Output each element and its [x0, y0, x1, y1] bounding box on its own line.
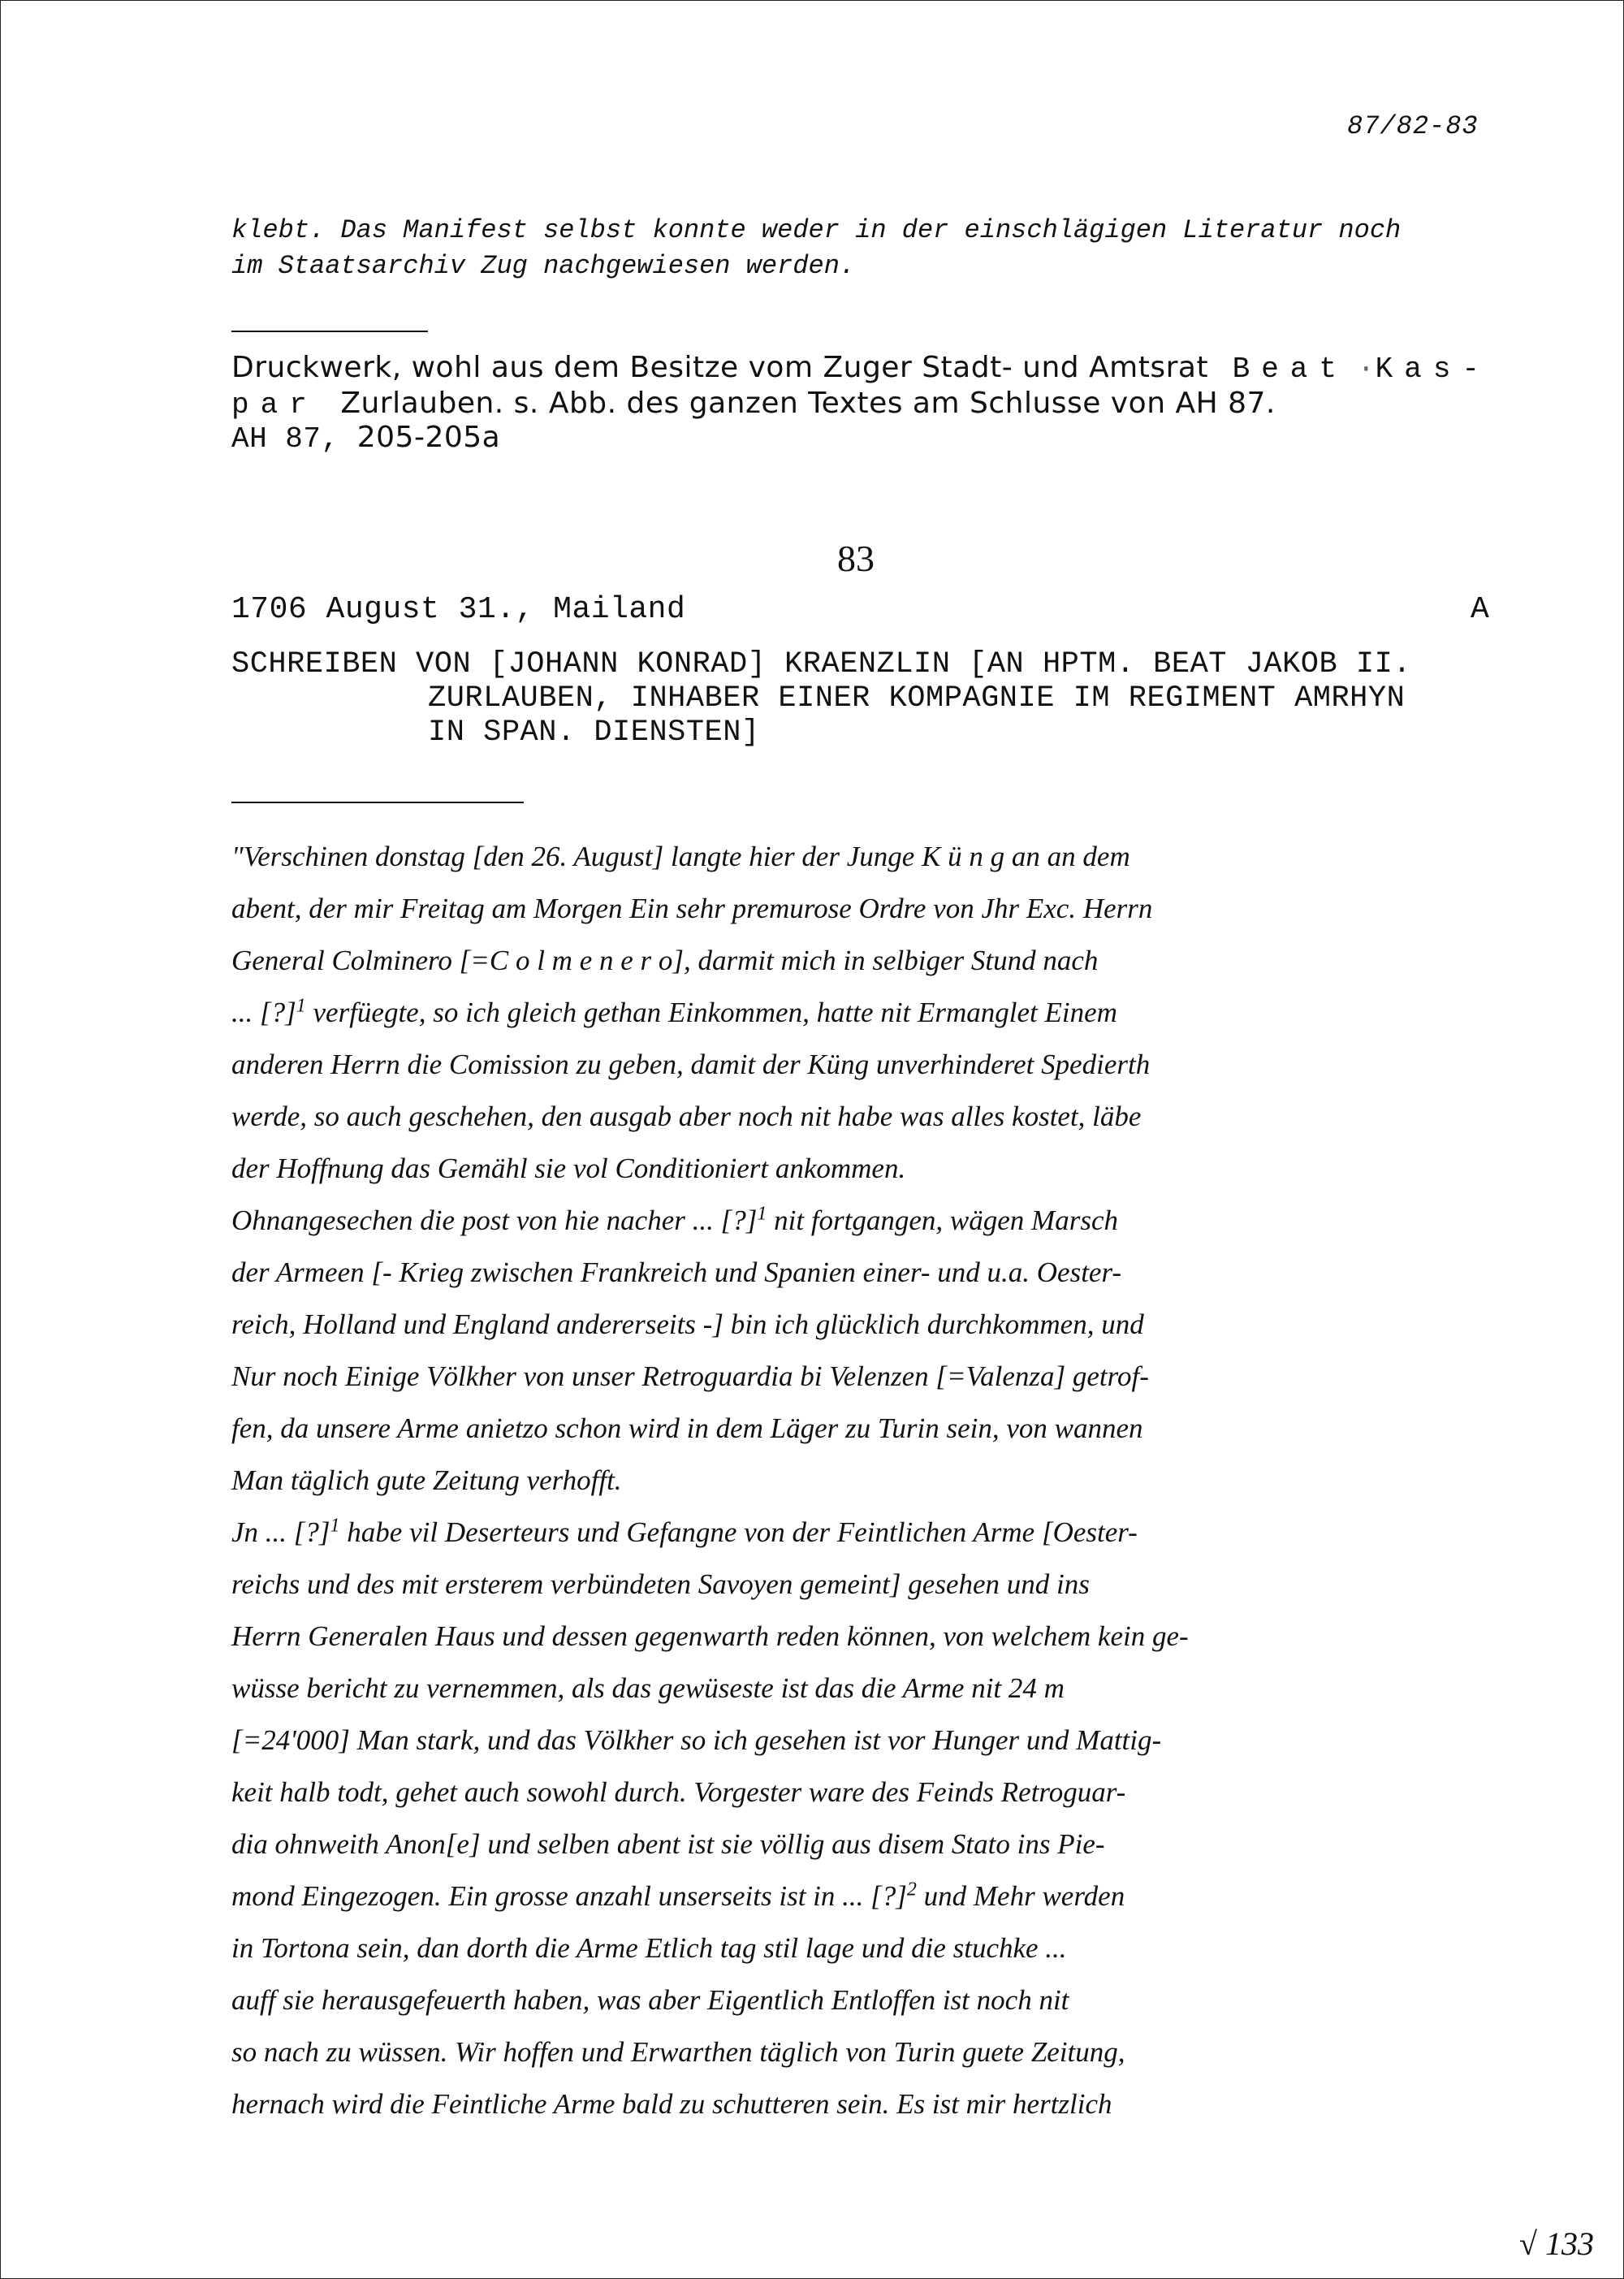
handwritten-margin-note: √ 133 — [1519, 2225, 1594, 2262]
body-line: abent, der mir Freitag am Morgen Ein sehr premurose Ordre von Jhr Exc. Herrn — [231, 893, 1153, 924]
source-line-3 — [231, 420, 500, 456]
body-line: Herrn Generalen Haus und dessen gegenwarth reden können, von welchem kein ge- — [231, 1620, 1189, 1652]
body-line: in Tortona sein, dan dorth die Arme Etlich tag stil lage und die stuchke ... — [231, 1932, 1067, 1964]
source-name-kaspar-part1: Kas- — [1375, 352, 1492, 386]
body-line: reichs und des mit ersterem verbündeten Savoyen gemeint] gesehen und ins — [231, 1568, 1090, 1600]
source-name-beat: Beat — [1232, 352, 1349, 386]
continuation-line-1: klebt. Das Manifest selbst konnte weder in der einschlägigen Literatur noch — [231, 215, 1402, 245]
body-line: hernach wird die Feintliche Arme bald zu schutteren sein. Es ist mir hertzlich — [231, 2088, 1112, 2120]
body-line: auff sie herausgefeuerth haben, was aber Eigentlich Entloffen ist noch nit — [231, 1984, 1069, 2016]
body-line — [231, 997, 1117, 1029]
body-text: verfüegte, so ich gleich gethan Einkommen, hatte nit Ermanglet Einem — [305, 997, 1117, 1028]
footnote-marker: 1 — [757, 1203, 767, 1225]
body-line: der Armeen [- Krieg zwischen Frankreich und Spanien einer- und u.a. Oester- — [231, 1256, 1122, 1288]
body-line: Man täglich gute Zeitung verhofft. — [231, 1464, 622, 1496]
title-line-3: IN SPAN. DIENSTEN] — [428, 716, 760, 750]
footnote-marker: 1 — [296, 995, 306, 1017]
date-place: 1706 August 31., Mailand — [231, 592, 686, 627]
body-line: "Verschinen donstag [den 26. August] langte hier der Junge K ü n g an an dem — [231, 841, 1130, 872]
body-line — [231, 1880, 1125, 1913]
body-line: so nach zu wüssen. Wir hoffen und Erwarthen täglich von Turin guete Zeitung, — [231, 2036, 1125, 2068]
source-line-1-text: Druckwerk, wohl aus dem Besitze vom Zuger Stadt- und Amtsrat — [231, 351, 1209, 384]
separator-rule — [231, 331, 428, 332]
body-line: [=24'000] Man stark, und das Völkher so ich gesehen ist vor Hunger und Mattig- — [231, 1724, 1162, 1756]
source-line-2-text: Zurlauben. s. Abb. des ganzen Textes am Schlusse von AH 87. — [340, 387, 1276, 420]
body-line: fen, da unsere Arme anietzo schon wird in dem Läger zu Turin sein, von wannen — [231, 1412, 1143, 1444]
source-line-3-text-a: AH 87, — [231, 422, 357, 456]
source-line-2 — [231, 386, 1276, 422]
body-text: mond Eingezogen. Ein grosse anzahl unserseits ist in ... [?] — [231, 1880, 907, 1912]
body-line: General Colminero [=C o l m e n e r o], darmit mich in selbiger Stund nach — [231, 945, 1099, 976]
body-line — [231, 1204, 1118, 1237]
title-line-1: SCHREIBEN VON [JOHANN KONRAD] KRAENZLIN [AN HPTM. BEAT JAKOB II. — [231, 647, 1412, 681]
body-text: nit fortgangen, wägen Marsch — [767, 1204, 1118, 1236]
document-number: 83 — [837, 538, 875, 579]
body-line: reich, Holland und England andererseits -] bin ich glücklich durchkommen, und — [231, 1308, 1144, 1340]
body-line: dia ohnweith Anon[e] und selben abent ist sie völlig aus disem Stato ins Pie- — [231, 1828, 1105, 1860]
body-line: der Hoffnung das Gemähl sie vol Conditioniert ankommen. — [231, 1152, 906, 1184]
body-text: Jn ... [?] — [231, 1516, 330, 1548]
body-line — [231, 1516, 1138, 1549]
title-line-2: ZURLAUBEN, INHABER EINER KOMPAGNIE IM REGIMENT AMRHYN — [428, 681, 1406, 716]
body-text: ... [?] — [231, 997, 296, 1028]
body-line: anderen Herrn die Comission zu geben, damit der Küng unverhinderet Spedierth — [231, 1049, 1151, 1080]
archive-mark: A — [1471, 592, 1489, 627]
source-line-3-text-b: 205-205a — [356, 421, 501, 454]
footnote-marker: 2 — [906, 1879, 917, 1901]
source-name-kaspar-part2: par — [231, 388, 318, 422]
footnote-marker: 1 — [330, 1515, 340, 1537]
continuation-line-2: im Staatsarchiv Zug nachgewiesen werden. — [231, 251, 856, 281]
page-reference: 87/82-83 — [1347, 111, 1479, 141]
body-text: habe vil Deserteurs und Gefangne von der Feintlichen Arme [Oester- — [339, 1516, 1138, 1548]
source-line-1: Druckwerk, wohl aus dem Besitze vom Zuger Stadt- und Amtsrat Beat ·Kas- — [231, 351, 1492, 386]
body-line: Nur noch Einige Völkher von unser Retroguardia bi Velenzen [=Valenza] getrof- — [231, 1360, 1149, 1392]
body-text: und Mehr werden — [916, 1880, 1125, 1912]
body-line: wüsse bericht zu vernemmen, als das gewüseste ist das die Arme nit 24 m — [231, 1672, 1065, 1704]
body-line: keit halb todt, gehet auch sowohl durch. Vorgester ware des Feinds Retroguar- — [231, 1776, 1126, 1808]
separator-rule-2 — [231, 802, 524, 803]
body-text: Ohnangesechen die post von hie nacher ... [?] — [231, 1204, 758, 1236]
body-line: werde, so auch geschehen, den ausgab aber noch nit habe was alles kostet, läbe — [231, 1101, 1142, 1132]
